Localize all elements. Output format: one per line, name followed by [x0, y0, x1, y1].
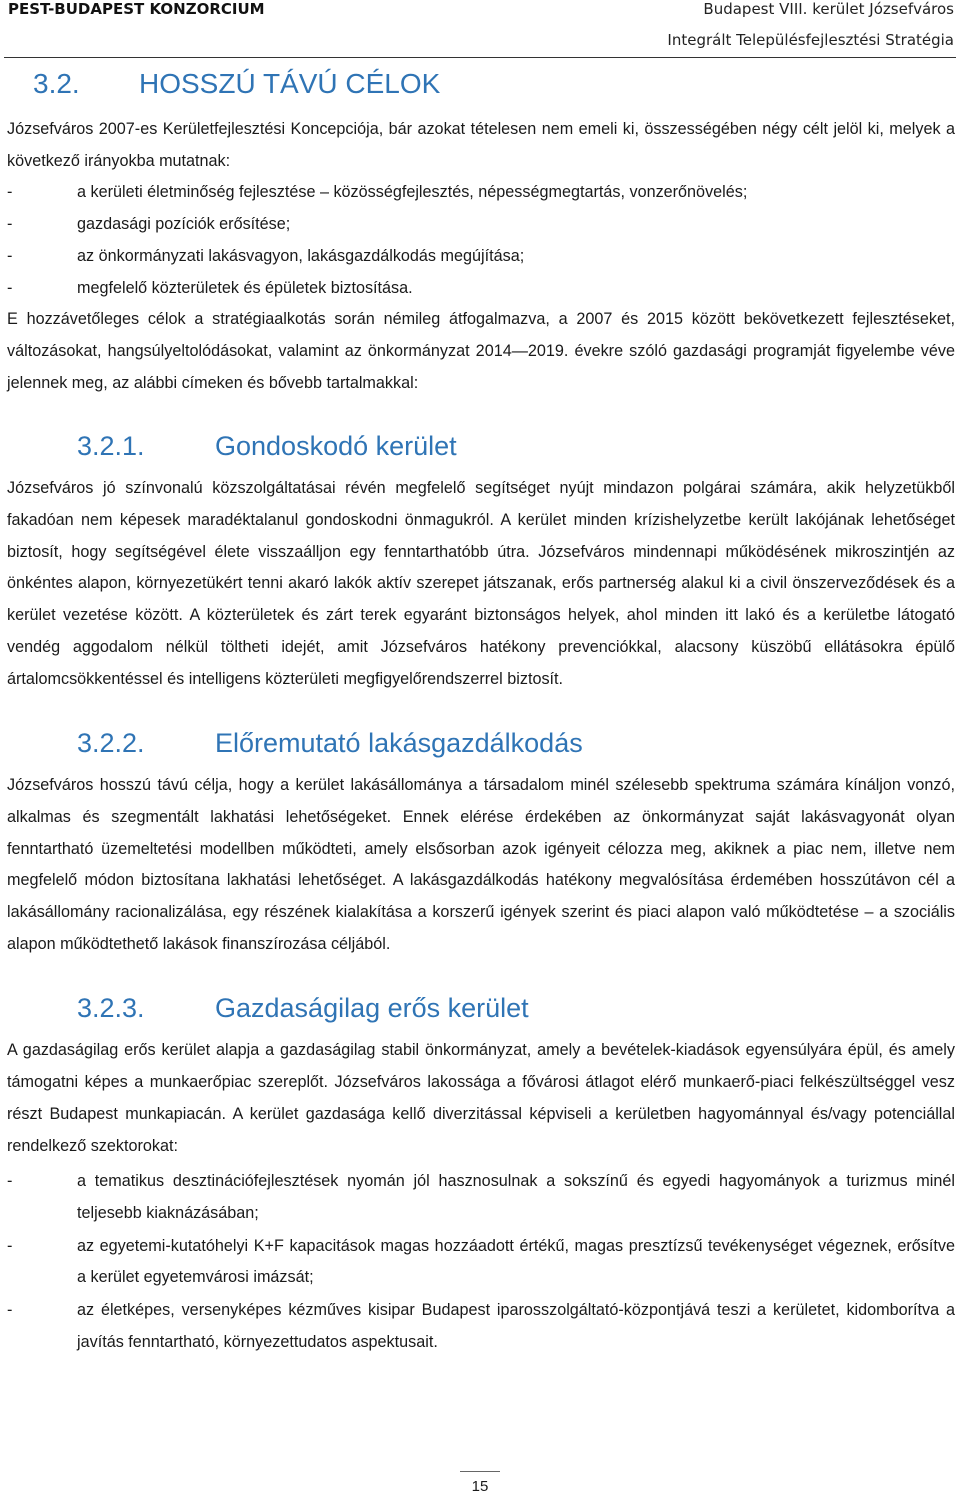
subsection-number: 3.2.1. — [77, 431, 145, 462]
list-item: - a tematikus desztinációfejlesztések nyomán jól hasznosulnak a sokszínű és egyedi hagyományok a turizmus minél teljesebb kiaknázásában; — [7, 1166, 955, 1229]
section-after-text: E hozzávetőleges célok a stratégiaalkotás során némileg átfogalmazva, a 2007 és 2015 között bekövetkezett fejlesztéseket, változásokat, hangsúlyeltolódásokat, valamint az önkormányzat 2014—2019. évekre szóló gazdasági programját figyelembe véve jelennek meg, az alábbi címeken és bővebb tartalmakkal: — [7, 310, 955, 392]
organization-name: PEST-BUDAPEST KONZORCIUM — [8, 0, 265, 18]
footer-divider — [460, 1471, 500, 1472]
section-title: HOSSZÚ TÁVÚ CÉLOK — [139, 68, 441, 99]
list-item: - a kerületi életminőség fejlesztése – közösségfejlesztés, népességmegtartás, vonzerőnövelés; — [7, 177, 955, 209]
list-item: - az életképes, versenyképes kézműves kisipar Budapest iparosszolgáltató-központjává teszi a kerületet, kidomborítva a javítás fenntartható, környezettudatos aspektusait. — [7, 1295, 955, 1358]
header-divider — [4, 57, 956, 58]
goals-list — [7, 177, 955, 304]
list-item: - gazdasági pozíciók erősítése; — [7, 209, 955, 241]
section-heading — [7, 64, 955, 110]
subsection-number: 3.2.3. — [77, 993, 145, 1024]
subsection-title: Előremutató lakásgazdálkodás — [215, 728, 583, 759]
section-number: 3.2. — [33, 68, 80, 99]
document-body — [7, 64, 955, 1359]
subsection-title: Gondoskodó kerület — [215, 431, 457, 462]
subsection-heading — [7, 726, 955, 760]
subsection-heading — [7, 991, 955, 1025]
subsection-text: Józsefváros jó színvonalú közszolgáltatásai révén megfelelő segítséget nyújt mindazon polgárai számára, akik helyzetükből fakadóan nem képesek maradéktalanul gondoskodni önmagukról. A kerület minden krízishelyzetbe került lakójának lehetőséget biztosít, hogy segítségével élete visszaálljon egy fenntarthatóbb útra. Józsefváros mindennapi működésének mikroszintjén az önkéntes alapon, környezetükért tenni akaró lakók aktív szerepet játszanak, erős partnerség alakul ki a civil önszerveződések és a kerület vezetése között. A közterületek és zárt terek egyaránt biztonságos helyek, ahol minden itt lakó és a kerületbe látogató vendég aggodalom nélkül töltheti idejét, amit Józsefváros hatékony prevenciókkal, alacsony küszöbű ellátásokra épülő ártalomcsökkentéssel és intelligens közterületi megfigyelőrendszerrel biztosít. — [7, 479, 955, 688]
header-document-title: Integrált Településfejlesztési Stratégia — [667, 31, 954, 49]
subsection-number: 3.2.2. — [77, 728, 145, 759]
list-item: - az önkormányzati lakásvagyon, lakásgazdálkodás megújítása; — [7, 241, 955, 273]
subsection-title: Gazdaságilag erős kerület — [215, 993, 529, 1024]
list-item: - megfelelő közterületek és épületek biztosítása. — [7, 273, 955, 305]
section-intro: Józsefváros 2007-es Kerületfejlesztési Koncepciója, bár azokat tételesen nem emeli ki, összességében négy célt jelöl ki, melyek a következő irányokba mutatnak: — [7, 120, 955, 170]
sector-list — [7, 1166, 955, 1358]
subsection-heading — [7, 429, 955, 463]
header-location: Budapest VIII. kerület Józsefváros — [703, 0, 954, 18]
list-item: - az egyetemi-kutatóhelyi K+F kapacitások magas hozzáadott értékű, magas presztízsű tevékenységet végeznek, erősítve a kerület egyetemvárosi imázsát; — [7, 1231, 955, 1294]
subsection-text: A gazdaságilag erős kerület alapja a gazdaságilag stabil önkormányzat, amely a bevételek-kiadások egyensúlyára épül, és amely támogatni képes a munkaerőpiac szereplőt. Józsefváros lakossága a fővárosi átlagot elérő munkaerő-piaci felkészültséggel vesz részt Budapest munkapiacán. A kerület gazdasága kellő diverzitással képviseli a kerületben hagyománnyal és/vagy potenciállal rendelkező szektorokat: — [7, 1041, 955, 1155]
page-header — [0, 0, 960, 58]
subsection-text: Józsefváros hosszú távú célja, hogy a kerület lakásállománya a társadalom minél szélesebb spektruma számára kínáljon vonzó, alkalmas és szegmentált lakhatási lehetőségeket. Ennek elérése érdekében az önkormányzat saját lakásvagyonát olyan fenntartható üzemeltetési modellben működteti, amely elsősorban azok igényeit célozza meg, akiknek a piac nem, illetve nem megfelelő módon biztosítana lakhatási lehetőséget. A lakásgazdálkodás hatékony megvalósítása érdemében hosszútávon cél a lakásállomány racionalizálása, egy részének kialakítása a korszerű igények szerint és piaci alapon való működtetése – a szociális alapon működtethető lakások finanszírozása céljából. — [7, 776, 955, 953]
page-number: 15 — [471, 1478, 489, 1495]
